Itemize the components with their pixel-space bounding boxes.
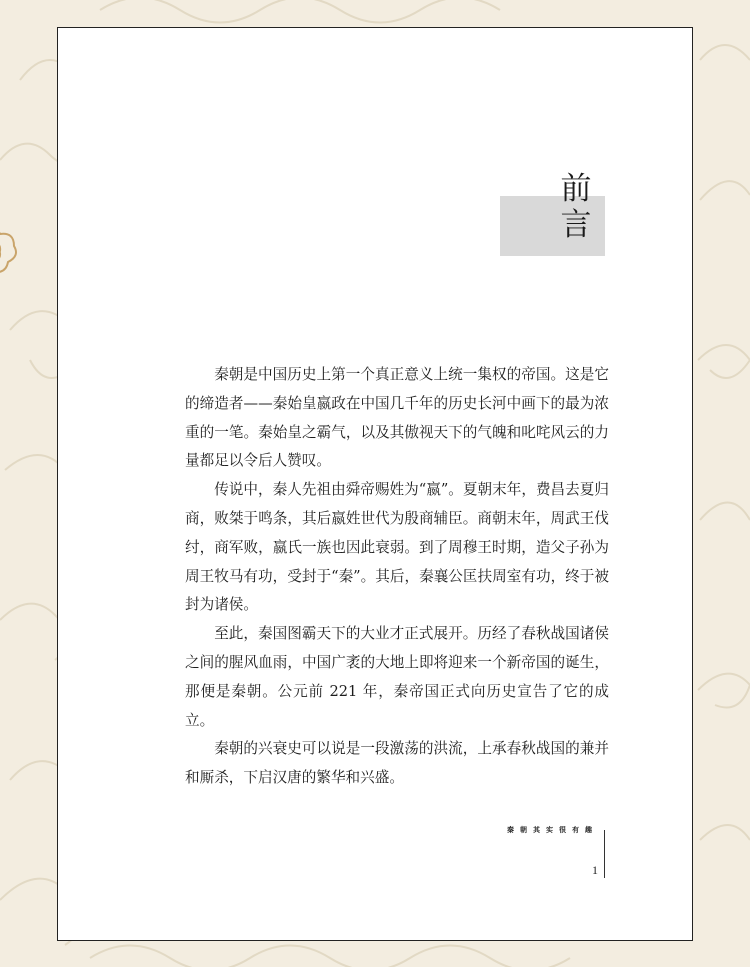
paragraph: 传说中，秦人先祖由舜帝赐姓为“嬴”。夏朝末年，费昌去夏归商，败桀于鸣条，其后嬴姓世代为殷商辅臣。商朝末年，周武王伐纣，商军败，嬴氏一族也因此衰弱。到了周穆王时期，造父子孙为周王牧马有功，受封于“秦”。其后，秦襄公匡扶周室有功，终于被封为诸侯。 [185, 481, 609, 614]
running-footer-title: 秦朝其实很有趣 [507, 825, 598, 834]
title-char: 言 [560, 207, 592, 243]
preface-body [185, 361, 609, 793]
paragraph: 至此，秦国图霸天下的大业才正式展开。历经了春秋战国诸侯之间的腥风血雨，中国广袤的大地上即将迎来一个新帝国的诞生，那便是秦朝。公元前 221 年，秦帝国正式向历史宣告了它的成立。 [185, 625, 609, 729]
footer-divider [604, 830, 605, 878]
paragraph: 秦朝的兴衰史可以说是一段激荡的洪流，上承春秋战国的兼并和厮杀，下启汉唐的繁华和兴盛。 [185, 740, 609, 787]
page-title [556, 171, 596, 243]
paragraph: 秦朝是中国历史上第一个真正意义上统一集权的帝国。这是它的缔造者——秦始皇嬴政在中国几千年的历史长河中画下的最为浓重的一笔。秦始皇之霸气，以及其傲视天下的气魄和叱咤风云的力量都足以令后人赞叹。 [185, 366, 609, 470]
cloud-ornament-icon [0, 222, 20, 274]
page-number: 1 [592, 863, 598, 877]
book-page [57, 27, 693, 941]
title-char: 前 [560, 171, 592, 207]
